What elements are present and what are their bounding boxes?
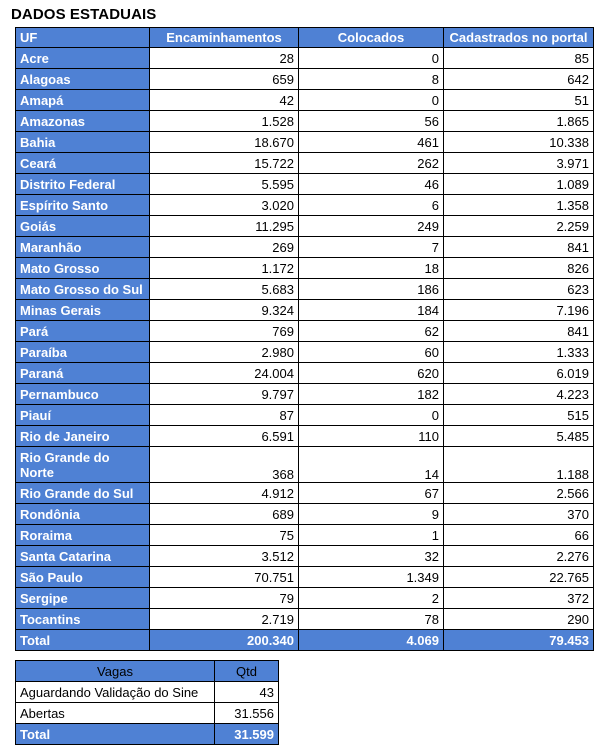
uf-cell: Pernambuco	[16, 384, 150, 405]
vagas-label-cell: Aguardando Validação do Sine	[16, 682, 215, 703]
colocados-cell: 620	[299, 363, 444, 384]
table-row	[16, 525, 594, 546]
colocados-cell: 9	[299, 504, 444, 525]
cadastrados-cell: 2.566	[444, 483, 594, 504]
colocados-cell: 6	[299, 195, 444, 216]
colocados-cell: 2	[299, 588, 444, 609]
colocados-cell: 14	[299, 447, 444, 483]
encaminhamentos-cell: 5.595	[150, 174, 299, 195]
colocados-cell: 78	[299, 609, 444, 630]
colocados-cell: 110	[299, 426, 444, 447]
cadastrados-cell: 841	[444, 237, 594, 258]
table-row	[16, 567, 594, 588]
encaminhamentos-cell: 3.020	[150, 195, 299, 216]
cadastrados-cell: 2.276	[444, 546, 594, 567]
encaminhamentos-cell: 24.004	[150, 363, 299, 384]
vagas-qtd-cell: 31.556	[215, 703, 279, 724]
cadastrados-cell: 51	[444, 90, 594, 111]
vagas-row	[16, 703, 279, 724]
uf-cell: Piauí	[16, 405, 150, 426]
cadastrados-cell: 2.259	[444, 216, 594, 237]
table-row	[16, 258, 594, 279]
table-row	[16, 363, 594, 384]
uf-cell: Amazonas	[16, 111, 150, 132]
uf-cell: Rio Grande do Norte	[16, 447, 150, 483]
colocados-cell: 0	[299, 48, 444, 69]
table-row	[16, 588, 594, 609]
encaminhamentos-cell: 9.324	[150, 300, 299, 321]
header-uf: UF	[16, 28, 150, 48]
colocados-cell: 32	[299, 546, 444, 567]
encaminhamentos-cell: 689	[150, 504, 299, 525]
cadastrados-cell: 1.188	[444, 447, 594, 483]
encaminhamentos-cell: 75	[150, 525, 299, 546]
table-row	[16, 321, 594, 342]
table-row	[16, 174, 594, 195]
table-row	[16, 153, 594, 174]
cadastrados-cell: 5.485	[444, 426, 594, 447]
cadastrados-cell: 1.089	[444, 174, 594, 195]
cadastrados-cell: 6.019	[444, 363, 594, 384]
cadastrados-cell: 3.971	[444, 153, 594, 174]
cadastrados-cell: 1.333	[444, 342, 594, 363]
uf-cell: Rio de Janeiro	[16, 426, 150, 447]
encaminhamentos-cell: 4.912	[150, 483, 299, 504]
uf-cell: Alagoas	[16, 69, 150, 90]
uf-cell: Ceará	[16, 153, 150, 174]
colocados-cell: 67	[299, 483, 444, 504]
table-header-row	[16, 28, 594, 48]
cadastrados-cell: 826	[444, 258, 594, 279]
table-row	[16, 447, 594, 483]
uf-cell: Minas Gerais	[16, 300, 150, 321]
header-vagas: Vagas	[16, 661, 215, 682]
vagas-total-row	[16, 724, 279, 745]
colocados-cell: 0	[299, 405, 444, 426]
encaminhamentos-cell: 11.295	[150, 216, 299, 237]
encaminhamentos-cell: 18.670	[150, 132, 299, 153]
colocados-cell: 184	[299, 300, 444, 321]
table-row	[16, 483, 594, 504]
uf-cell: Mato Grosso do Sul	[16, 279, 150, 300]
total-colocados: 4.069	[299, 630, 444, 651]
table-row	[16, 300, 594, 321]
colocados-cell: 18	[299, 258, 444, 279]
encaminhamentos-cell: 1.528	[150, 111, 299, 132]
cadastrados-cell: 7.196	[444, 300, 594, 321]
colocados-cell: 0	[299, 90, 444, 111]
vagas-table	[15, 660, 279, 745]
header-colocados: Colocados	[299, 28, 444, 48]
cadastrados-cell: 1.358	[444, 195, 594, 216]
uf-cell: Goiás	[16, 216, 150, 237]
cadastrados-cell: 623	[444, 279, 594, 300]
colocados-cell: 56	[299, 111, 444, 132]
uf-cell: Roraima	[16, 525, 150, 546]
table-row	[16, 48, 594, 69]
encaminhamentos-cell: 368	[150, 447, 299, 483]
uf-cell: São Paulo	[16, 567, 150, 588]
encaminhamentos-cell: 659	[150, 69, 299, 90]
uf-cell: Maranhão	[16, 237, 150, 258]
header-encaminhamentos: Encaminhamentos	[150, 28, 299, 48]
cadastrados-cell: 290	[444, 609, 594, 630]
table-row	[16, 69, 594, 90]
cadastrados-cell: 841	[444, 321, 594, 342]
uf-cell: Rio Grande do Sul	[16, 483, 150, 504]
encaminhamentos-cell: 769	[150, 321, 299, 342]
table-row	[16, 237, 594, 258]
uf-cell: Bahia	[16, 132, 150, 153]
encaminhamentos-cell: 28	[150, 48, 299, 69]
cadastrados-cell: 372	[444, 588, 594, 609]
total-row	[16, 630, 594, 651]
vagas-label-cell: Abertas	[16, 703, 215, 724]
table-row	[16, 384, 594, 405]
encaminhamentos-cell: 6.591	[150, 426, 299, 447]
encaminhamentos-cell: 3.512	[150, 546, 299, 567]
cadastrados-cell: 515	[444, 405, 594, 426]
uf-cell: Sergipe	[16, 588, 150, 609]
encaminhamentos-cell: 87	[150, 405, 299, 426]
encaminhamentos-cell: 79	[150, 588, 299, 609]
cadastrados-cell: 642	[444, 69, 594, 90]
encaminhamentos-cell: 5.683	[150, 279, 299, 300]
colocados-cell: 8	[299, 69, 444, 90]
table-row	[16, 279, 594, 300]
vagas-header-row	[16, 661, 279, 682]
vagas-row	[16, 682, 279, 703]
cadastrados-cell: 370	[444, 504, 594, 525]
uf-cell: Mato Grosso	[16, 258, 150, 279]
table-row	[16, 426, 594, 447]
cadastrados-cell: 4.223	[444, 384, 594, 405]
cadastrados-cell: 85	[444, 48, 594, 69]
cadastrados-cell: 10.338	[444, 132, 594, 153]
cadastrados-cell: 66	[444, 525, 594, 546]
encaminhamentos-cell: 2.980	[150, 342, 299, 363]
encaminhamentos-cell: 42	[150, 90, 299, 111]
uf-cell: Espírito Santo	[16, 195, 150, 216]
cadastrados-cell: 1.865	[444, 111, 594, 132]
uf-cell: Tocantins	[16, 609, 150, 630]
encaminhamentos-cell: 1.172	[150, 258, 299, 279]
header-qtd: Qtd	[215, 661, 279, 682]
colocados-cell: 249	[299, 216, 444, 237]
table-row	[16, 546, 594, 567]
page-title: DADOS ESTADUAIS	[11, 6, 157, 23]
encaminhamentos-cell: 70.751	[150, 567, 299, 588]
uf-cell: Pará	[16, 321, 150, 342]
table-row	[16, 405, 594, 426]
colocados-cell: 1	[299, 525, 444, 546]
table-row	[16, 90, 594, 111]
table-row	[16, 216, 594, 237]
uf-cell: Rondônia	[16, 504, 150, 525]
uf-cell: Distrito Federal	[16, 174, 150, 195]
total-encaminhamentos: 200.340	[150, 630, 299, 651]
vagas-qtd-cell: 43	[215, 682, 279, 703]
table-row	[16, 609, 594, 630]
table-row	[16, 195, 594, 216]
cadastrados-cell: 22.765	[444, 567, 594, 588]
total-cadastrados: 79.453	[444, 630, 594, 651]
header-cadastrados: Cadastrados no portal	[444, 28, 594, 48]
encaminhamentos-cell: 2.719	[150, 609, 299, 630]
uf-cell: Paraná	[16, 363, 150, 384]
total-label: Total	[16, 630, 150, 651]
table-row	[16, 111, 594, 132]
colocados-cell: 262	[299, 153, 444, 174]
vagas-total-value: 31.599	[215, 724, 279, 745]
uf-cell: Santa Catarina	[16, 546, 150, 567]
uf-cell: Paraíba	[16, 342, 150, 363]
vagas-total-label: Total	[16, 724, 215, 745]
colocados-cell: 62	[299, 321, 444, 342]
colocados-cell: 182	[299, 384, 444, 405]
table-row	[16, 504, 594, 525]
uf-cell: Amapá	[16, 90, 150, 111]
uf-cell: Acre	[16, 48, 150, 69]
colocados-cell: 1.349	[299, 567, 444, 588]
colocados-cell: 7	[299, 237, 444, 258]
table-row	[16, 132, 594, 153]
state-data-table	[15, 27, 594, 651]
encaminhamentos-cell: 269	[150, 237, 299, 258]
colocados-cell: 461	[299, 132, 444, 153]
table-row	[16, 342, 594, 363]
colocados-cell: 46	[299, 174, 444, 195]
encaminhamentos-cell: 9.797	[150, 384, 299, 405]
encaminhamentos-cell: 15.722	[150, 153, 299, 174]
colocados-cell: 60	[299, 342, 444, 363]
colocados-cell: 186	[299, 279, 444, 300]
